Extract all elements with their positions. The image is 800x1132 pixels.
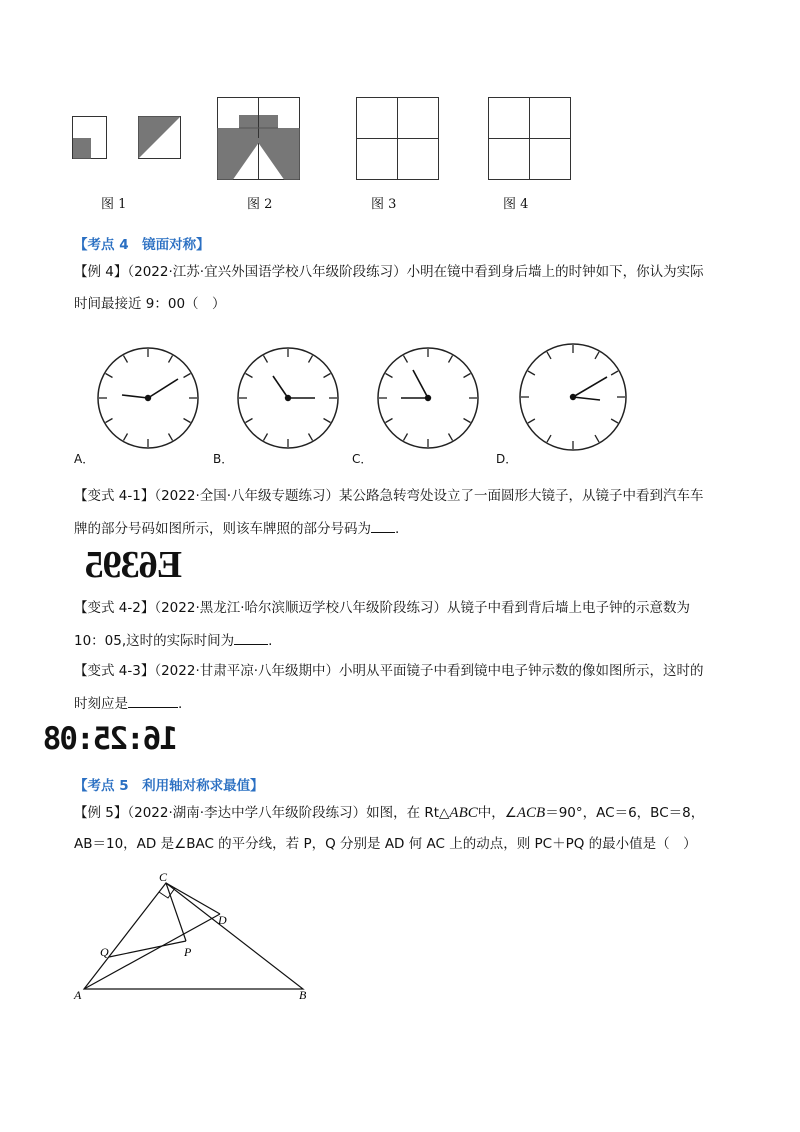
figure-caption-4: 图 4 (503, 197, 529, 212)
option-a-label[interactable]: A． (74, 452, 95, 466)
example-5-text: 【例 5】（2022·湖南·李达中学八年级阶段练习）如图，在 Rt△ (74, 805, 450, 821)
label-d: D (218, 913, 227, 927)
figure-caption-3: 图 3 (371, 197, 397, 212)
example-4-line-2: 时间最接近 9：00（ ） (74, 296, 226, 312)
period: . (395, 521, 400, 537)
figure-1 (72, 116, 108, 160)
variant-4-1-text: 牌的部分号码如图所示，则该车牌照的部分号码为 (74, 521, 371, 537)
figure-3 (356, 97, 440, 181)
angle-name: ACB (516, 805, 546, 821)
variant-4-2-text: 10：05,这时的实际时间为 (74, 633, 235, 649)
option-d-label[interactable]: D． (496, 452, 518, 466)
clock-option-b (236, 346, 340, 450)
answer-blank[interactable] (371, 518, 395, 533)
figure-4 (488, 97, 572, 181)
option-b-label[interactable]: B． (213, 452, 234, 466)
label-b: B (299, 988, 307, 1002)
mirrored-license-plate: E6395 (85, 544, 182, 586)
variant-4-1-line-1: 【变式 4-1】（2022·全国·八年级专题练习）某公路急转弯处设立了一面圆形大镜子，从镜子中看到汽车车 (74, 488, 704, 504)
ac-value: AC＝6， (596, 805, 651, 821)
label-a: A (74, 988, 82, 1002)
triangle-name: ABC (449, 805, 478, 821)
figure-caption-1: 图 1 (101, 197, 127, 212)
clock-option-d (518, 342, 628, 452)
triangle-diagram (70, 868, 320, 1008)
figure-2 (217, 97, 301, 181)
variant-4-3-line-2 (74, 693, 182, 714)
answer-blank[interactable] (234, 630, 268, 645)
variant-4-3-line-1: 【变式 4-3】（2022·甘肃平凉·八年级期中）小明从平面镜子中看到镜中电子钟示数的像如图所示，这时的 (74, 663, 704, 679)
label-p: P (184, 945, 192, 959)
figure-caption-2: 图 2 (247, 197, 273, 212)
example-5-line-2: AB＝10，AD 是∠BAC 的平分线，若 P，Q 分别是 AD 何 AC 上的动点，则 PC＋PQ 的最小值是（ ） (74, 836, 697, 852)
variant-4-1-line-2 (74, 518, 399, 539)
section-5-heading: 【考点 5 利用轴对称求最值】 (74, 778, 264, 794)
period: . (268, 633, 273, 649)
angle-value: ＝90°， (545, 805, 597, 821)
angle-text: 中，∠ (477, 805, 517, 821)
answer-blank[interactable] (128, 693, 178, 708)
variant-4-3-text: 时刻应是 (74, 696, 128, 712)
clock-option-a (96, 346, 200, 450)
mirrored-digital-clock: 16:25:08 (44, 721, 178, 757)
clock-option-c (376, 346, 480, 450)
label-q: Q (100, 945, 109, 959)
section-4-heading: 【考点 4 镜面对称】 (74, 237, 210, 253)
label-c: C (159, 870, 168, 884)
example-5-line-1 (74, 803, 704, 823)
period: . (178, 696, 183, 712)
bc-value: BC＝8， (650, 805, 705, 821)
figure-1-triangle (138, 116, 182, 160)
variant-4-2-line-1: 【变式 4-2】（2022·黑龙江·哈尔滨顺迈学校八年级阶段练习）从镜子中看到背后墙上电子钟的示意数为 (74, 600, 691, 616)
variant-4-2-line-2 (74, 630, 272, 651)
option-c-label[interactable]: C． (352, 452, 373, 466)
example-4-line-1: 【例 4】（2022·江苏·宜兴外国语学校八年级阶段练习）小明在镜中看到身后墙上的时钟如下，你认为实际 (74, 264, 704, 280)
